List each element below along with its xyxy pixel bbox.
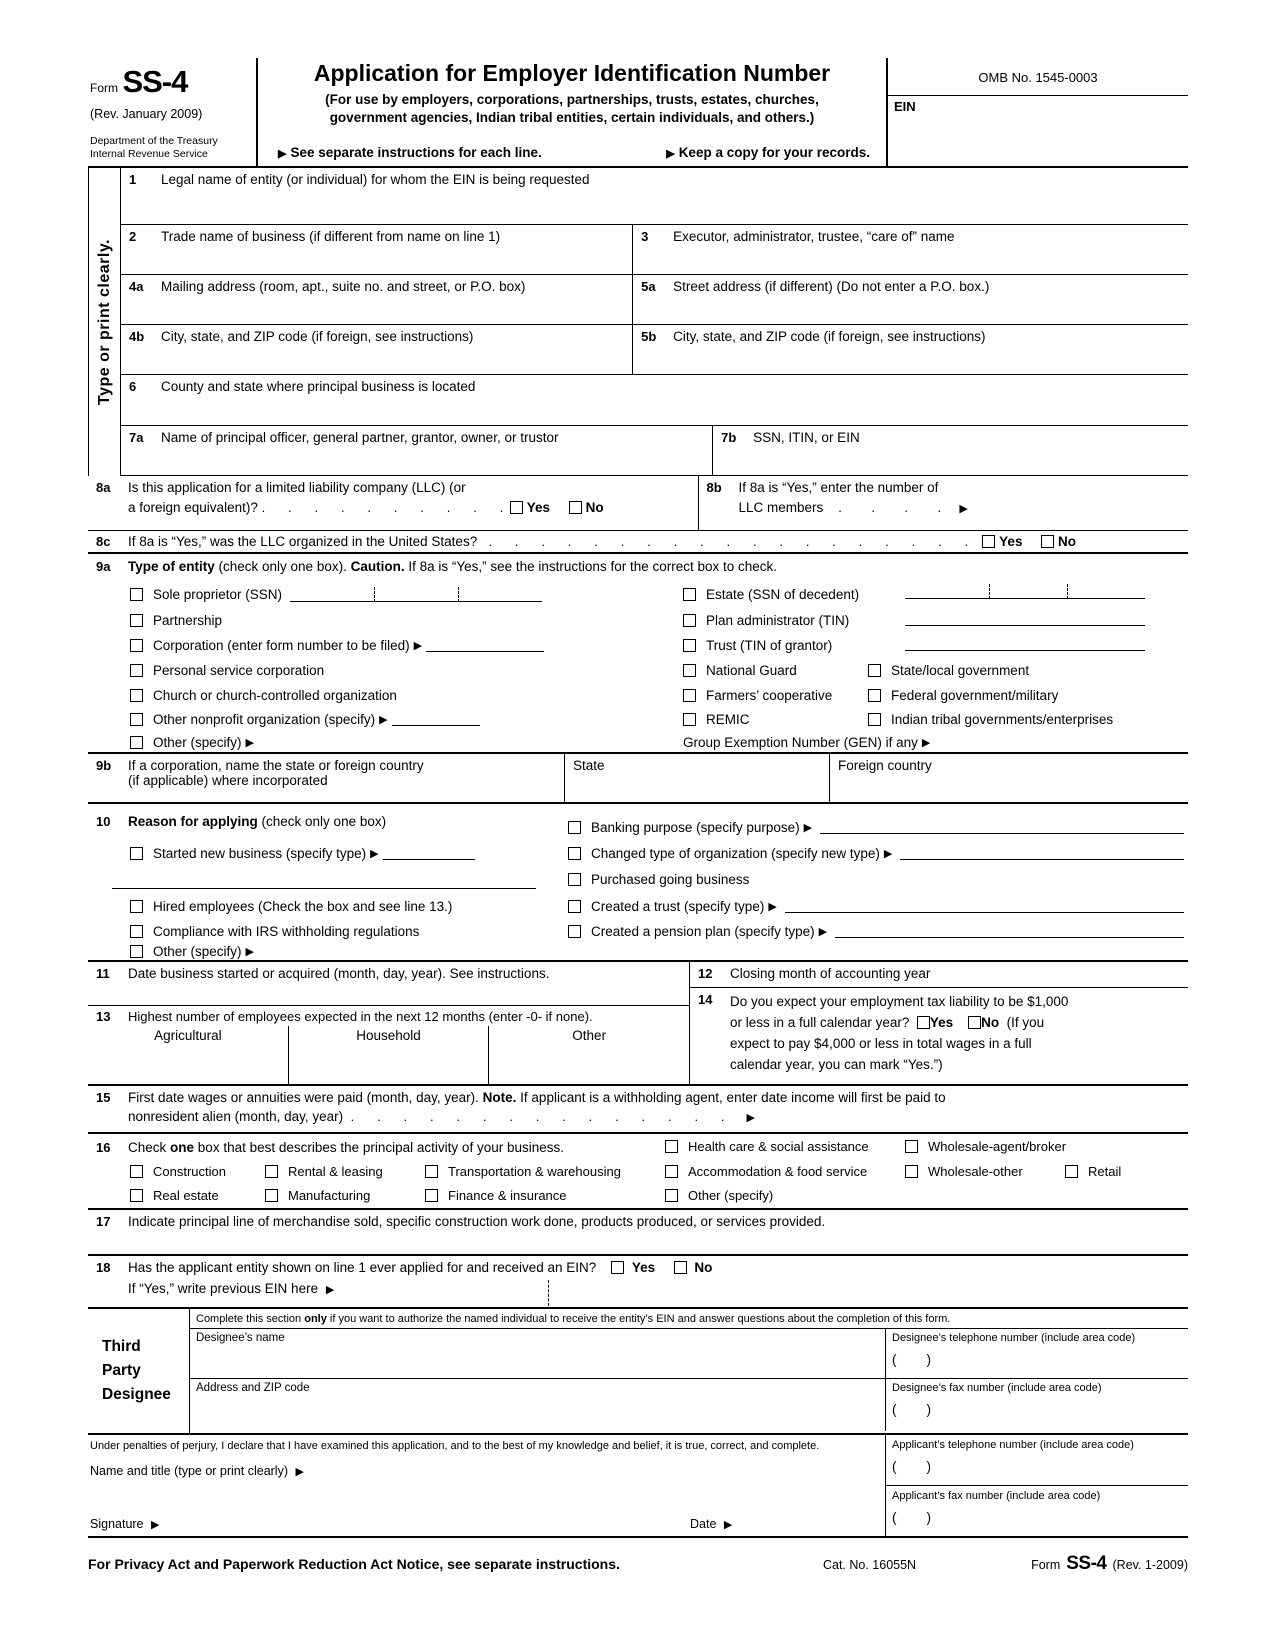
applicant-phone-field[interactable]: Applicant’s telephone number (include area code) ( )	[886, 1435, 1188, 1486]
omb-ein-block	[888, 58, 1188, 166]
partnership-checkbox[interactable]	[130, 614, 143, 627]
arrow-icon: ▶	[723, 1519, 733, 1531]
agency-name: Department of the Treasury Internal Revenue Service	[90, 135, 218, 161]
line8a-field: 8a Is this application for a limited liability company (LLC) (or a foreign equivalent)? . . . . . . . . . . Yes No	[88, 476, 699, 530]
trust-checkbox[interactable]	[683, 639, 696, 652]
arrow-icon: ▶	[746, 1112, 755, 1124]
accommodation-checkbox[interactable]	[665, 1165, 678, 1178]
federal-government-checkbox[interactable]	[868, 689, 881, 702]
entity-option-other: Other (specify) ▶	[130, 735, 258, 750]
line16-heading: Check one box that best describes the principal activity of your business.	[128, 1140, 564, 1155]
18-yes-checkbox[interactable]	[611, 1261, 624, 1274]
sole-proprietor-ssn-line[interactable]	[290, 587, 542, 602]
designee-phone-field[interactable]: Designee’s telephone number (include area code) ( )	[892, 1332, 1136, 1367]
form-id-block	[88, 58, 258, 166]
line13-household-field[interactable]: Household	[289, 1026, 490, 1084]
arrow-icon: ▶	[245, 737, 254, 749]
designee-instructions: Complete this section only if you want to authorize the named individual to receive the entity’s EIN and answer questions about the completion of this form.	[190, 1309, 1188, 1329]
activity-retail: Retail	[1065, 1164, 1121, 1179]
transportation-checkbox[interactable]	[425, 1165, 438, 1178]
arrow-icon: ▶	[413, 640, 423, 652]
line12-field[interactable]: 12 Closing month of accounting year	[690, 962, 1188, 988]
line13-agricultural-field[interactable]: Agricultural	[88, 1026, 289, 1084]
form-header	[88, 58, 1188, 166]
line5b-field[interactable]: 5b City, state, and ZIP code (if foreign, see instructions)	[641, 329, 986, 344]
8a-yes-checkbox[interactable]	[510, 501, 523, 514]
health-care-checkbox[interactable]	[665, 1140, 678, 1153]
line3-field[interactable]: 3 Executor, administrator, trustee, “care of” name	[641, 229, 955, 244]
started-new-business-continuation-line[interactable]	[112, 888, 536, 889]
line14-field: 14 Do you expect your employment tax liability to be $1,000 or less in a full calendar year? Yes No (If you expect to pay $4,000 or less in total wages in a full calendar year, you can mark “Yes.”)	[698, 992, 1069, 1072]
line16-row: 16 Check one box that best describes the principal activity of your business. Health care & social assistance Wholesale-agent/broker Construction Rental & leasing Transportation & warehousing Accommodation & food service Wholesale-other Retail Real estate Manufacturing Finance & insurance Other (specify)	[88, 1134, 1188, 1210]
line13-field: 13 Highest number of employees expected in the next 12 months (enter -0- if none). Agricultural Household Other	[88, 1006, 689, 1084]
reason-banking-purpose: Banking purpose (specify purpose) ▶	[568, 820, 1184, 835]
activity-manufacturing: Manufacturing	[265, 1188, 370, 1203]
entity-option-national-guard: National Guard	[683, 663, 797, 678]
banking-purpose-specify-line[interactable]	[820, 821, 1184, 834]
line9b-label-cell: 9b If a corporation, name the state or foreign country (if applicable) where incorporated	[88, 754, 565, 802]
finance-insurance-checkbox[interactable]	[425, 1189, 438, 1202]
construction-checkbox[interactable]	[130, 1165, 143, 1178]
line9b-foreign-country-field[interactable]: Foreign country	[838, 758, 932, 773]
activity-health-care: Health care & social assistance	[665, 1139, 869, 1154]
other-entity-checkbox[interactable]	[130, 736, 143, 749]
entity-option-remic: REMIC	[683, 712, 750, 727]
type-or-print-label: Type or print clearly.	[95, 238, 113, 406]
national-guard-checkbox[interactable]	[683, 664, 696, 677]
line10-heading: Reason for applying (check only one box)	[128, 814, 387, 829]
created-pension-plan-checkbox[interactable]	[568, 925, 581, 938]
previous-ein-separator[interactable]	[548, 1280, 549, 1306]
designee-name-field[interactable]: Designee’s name	[190, 1329, 886, 1378]
line7a-field[interactable]: 7a Name of principal officer, general partner, grantor, owner, or trustor	[121, 426, 713, 475]
reason-created-pension-plan: Created a pension plan (specify type) ▶	[568, 924, 1184, 939]
entity-option-church: Church or church-controlled organization	[130, 688, 397, 703]
page-footer	[88, 1553, 1188, 1575]
line8c-row: 8c If 8a is “Yes,” was the LLC organized in the United States? . . . . . . . . . . . . . . . . . . . Yes No	[88, 531, 1188, 554]
church-checkbox[interactable]	[130, 689, 143, 702]
rental-leasing-checkbox[interactable]	[265, 1165, 278, 1178]
omb-number: OMB No. 1545-0003	[888, 58, 1188, 96]
ein-field[interactable]: EIN	[894, 99, 916, 114]
created-trust-specify-line[interactable]	[785, 900, 1184, 913]
arrow-icon: ▶	[379, 714, 388, 726]
18-no-checkbox[interactable]	[674, 1261, 687, 1274]
arrow-icon: ▶	[803, 822, 813, 834]
arrow-icon: ▶	[325, 1284, 335, 1296]
privacy-notice: For Privacy Act and Paperwork Reduction Act Notice, see separate instructions.	[88, 1556, 620, 1572]
line9b-state-field[interactable]: State	[565, 754, 830, 802]
activity-wholesale-agent: Wholesale-agent/broker	[905, 1139, 1066, 1154]
personal-service-checkbox[interactable]	[130, 664, 143, 677]
retail-checkbox[interactable]	[1065, 1165, 1078, 1178]
type-or-print-band	[88, 168, 121, 476]
form-title-block	[258, 58, 888, 166]
8c-yes-checkbox[interactable]	[982, 535, 995, 548]
line17-field[interactable]: 17 Indicate principal line of merchandise sold, specific construction work done, products produced, or services provided.	[88, 1210, 1188, 1256]
group-exemption-number: Group Exemption Number (GEN) if any ▶	[683, 735, 934, 750]
estate-ssn-line[interactable]	[905, 584, 1145, 599]
third-party-designee-section	[88, 1309, 1188, 1435]
designee-fax-field[interactable]: Designee’s fax number (include area code) ( )	[892, 1382, 1102, 1417]
indian-tribal-checkbox[interactable]	[868, 713, 881, 726]
arrow-icon: ▶	[921, 737, 931, 749]
arrow-icon: ▶	[278, 148, 287, 160]
arrow-icon: ▶	[818, 926, 828, 938]
activity-construction: Construction	[130, 1164, 226, 1179]
line4a-field[interactable]: 4a Mailing address (room, apt., suite no. and street, or P.O. box)	[121, 275, 633, 324]
reason-other-checkbox[interactable]	[130, 945, 143, 958]
entity-option-partnership: Partnership	[130, 613, 222, 628]
form-title: Application for Employer Identification Number	[313, 60, 831, 86]
line11-14-block	[88, 962, 1188, 1086]
activity-accommodation: Accommodation & food service	[665, 1164, 867, 1179]
arrow-icon: ▶	[666, 148, 675, 160]
plan-administrator-tin-line[interactable]	[905, 625, 1145, 626]
reason-purchased-business: Purchased going business	[568, 872, 1184, 887]
activity-wholesale-other: Wholesale-other	[905, 1164, 1023, 1179]
banking-purpose-checkbox[interactable]	[568, 821, 581, 834]
line9b-row	[88, 754, 1188, 804]
entity-option-trust: Trust (TIN of grantor)	[683, 638, 832, 653]
date-field[interactable]: Date ▶	[690, 1517, 736, 1531]
started-new-business-specify-line[interactable]	[383, 847, 475, 860]
entity-option-state-local-government: State/local government	[868, 663, 1029, 678]
wholesale-other-checkbox[interactable]	[905, 1165, 918, 1178]
changed-organization-specify-line[interactable]	[900, 847, 1184, 860]
designee-address-field[interactable]: Address and ZIP code	[190, 1379, 886, 1431]
perjury-statement: Under penalties of perjury, I declare that I have examined this application, and to the best of my knowledge and belief, it is true, correct, and complete.	[90, 1440, 820, 1452]
estate-checkbox[interactable]	[683, 588, 696, 601]
catalog-number: Cat. No. 16055N	[822, 1558, 917, 1572]
form-number: SS-4	[122, 64, 188, 99]
third-party-designee-label: Third Party Designee	[88, 1309, 190, 1433]
signature-field[interactable]: Signature ▶	[90, 1517, 163, 1531]
real-estate-checkbox[interactable]	[130, 1189, 143, 1202]
activity-transportation: Transportation & warehousing	[425, 1164, 621, 1179]
entity-option-plan-administrator: Plan administrator (TIN)	[683, 613, 849, 628]
corporation-form-number-line[interactable]	[426, 639, 544, 652]
entity-option-federal-government: Federal government/military	[868, 688, 1058, 703]
reason-changed-organization: Changed type of organization (specify new type) ▶	[568, 846, 1184, 861]
activity-rental-leasing: Rental & leasing	[265, 1164, 383, 1179]
other-nonprofit-checkbox[interactable]	[130, 713, 143, 726]
hired-employees-checkbox[interactable]	[130, 900, 143, 913]
corporation-checkbox[interactable]	[130, 639, 143, 652]
14-yes-checkbox[interactable]	[917, 1016, 930, 1029]
arrow-icon: ▶	[883, 848, 893, 860]
signature-section	[88, 1435, 1188, 1538]
reason-other: Other (specify) ▶	[130, 944, 258, 959]
line5a-field[interactable]: 5a Street address (if different) (Do not enter a P.O. box.)	[641, 279, 990, 294]
arrow-icon: ▶	[959, 503, 968, 515]
arrow-icon: ▶	[151, 1519, 160, 1531]
line8b-field[interactable]: 8b If 8a is “Yes,” enter the number of LLC members . . . . ▶	[699, 476, 1189, 530]
reason-started-new-business: Started new business (specify type) ▶	[130, 846, 475, 861]
activity-other: Other (specify)	[665, 1188, 773, 1203]
reason-hired-employees: Hired employees (Check the box and see line 13.)	[130, 899, 452, 914]
arrow-icon: ▶	[768, 901, 777, 913]
sole-proprietor-checkbox[interactable]	[130, 588, 143, 601]
arrow-icon: ▶	[295, 1466, 304, 1478]
line15-row: 15 First date wages or annuities were paid (month, day, year). Note. If applicant is a withholding agent, enter date income will first be paid to nonresident alien (month, day, year) . . . . . . . . . . . . . . . ▶	[88, 1086, 1188, 1134]
8c-no-checkbox[interactable]	[1041, 535, 1054, 548]
line1-field[interactable]: 1 Legal name of entity (or individual) for whom the EIN is being requested	[129, 172, 590, 187]
other-nonprofit-specify-line[interactable]	[392, 713, 480, 726]
name-and-title-field[interactable]: Name and title (type or print clearly) ▶	[90, 1464, 877, 1478]
line2-field[interactable]: 2 Trade name of business (if different from name on line 1)	[121, 225, 633, 274]
created-trust-checkbox[interactable]	[568, 900, 581, 913]
form-instructions: ▶ See separate instructions for each line. ▶ Keep a copy for your records.	[270, 145, 874, 166]
line10-row: 10 Reason for applying (check only one box) Started new business (specify type) ▶ Hired employees (Check the box and see line 13.) Compliance with IRS withholding regulations Other (specify) ▶ Banking purpose (specify purpose) ▶ Changed type of organization (specify new type) ▶ Purchased going business Created a trust (specify type) ▶ Created a pension plan (specify type) ▶	[88, 804, 1188, 962]
line9a-row: 9a Type of entity (check only one box). Caution. If 8a is “Yes,” see the instructions for the correct box to check. Sole proprietor (SSN) Partnership Corporation (enter form number to be filed) ▶ Personal service corporation Church or church-controlled organization Other nonprofit organization (specify) ▶ Other (specify) ▶ Estate (SSN of decedent) Plan administrator (TIN) Trust (TIN of grantor) National Guard State/local government Farmers’ cooperative Federal government/military REMIC Indian tribal governments/enterprises Group Exemption Number (GEN) if any ▶	[88, 554, 1188, 754]
line8-row	[88, 476, 1188, 531]
activity-finance-insurance: Finance & insurance	[425, 1188, 567, 1203]
8a-no-checkbox[interactable]	[569, 501, 582, 514]
purchased-business-checkbox[interactable]	[568, 873, 581, 886]
line18-row: 18 Has the applicant entity shown on line 1 ever applied for and received an EIN? Yes No If “Yes,” write previous EIN here ▶	[88, 1256, 1188, 1309]
manufacturing-checkbox[interactable]	[265, 1189, 278, 1202]
trust-tin-line[interactable]	[905, 650, 1145, 651]
entity-option-indian-tribal: Indian tribal governments/enterprises	[868, 712, 1113, 727]
entity-option-corporation: Corporation (enter form number to be filed) ▶	[130, 638, 544, 653]
entity-option-other-nonprofit: Other nonprofit organization (specify) ▶	[130, 712, 480, 727]
started-new-business-checkbox[interactable]	[130, 847, 143, 860]
form-subtitle: (For use by employers, corporations, partnerships, trusts, estates, churches, government agencies, Indian tribal entities, certain individuals, and others.)	[325, 92, 819, 125]
line13-other-field[interactable]: Other	[572, 1028, 607, 1043]
line7b-field[interactable]: 7b SSN, ITIN, or EIN	[721, 430, 860, 445]
changed-organization-checkbox[interactable]	[568, 847, 581, 860]
14-no-checkbox[interactable]	[968, 1016, 981, 1029]
revision-date: (Rev. January 2009)	[90, 107, 203, 121]
state-local-government-checkbox[interactable]	[868, 664, 881, 677]
entity-option-estate: Estate (SSN of decedent)	[683, 587, 859, 602]
activity-real-estate: Real estate	[130, 1188, 219, 1203]
activity-other-checkbox[interactable]	[665, 1189, 678, 1202]
applicant-fax-field[interactable]: Applicant’s fax number (include area code) ( )	[892, 1490, 1101, 1525]
line6-field[interactable]: 6 County and state where principal business is located	[129, 379, 476, 394]
farmers-cooperative-checkbox[interactable]	[683, 689, 696, 702]
wholesale-agent-checkbox[interactable]	[905, 1140, 918, 1153]
arrow-icon: ▶	[245, 946, 254, 958]
line4b-field[interactable]: 4b City, state, and ZIP code (if foreign, see instructions)	[121, 325, 633, 374]
form-word: Form	[90, 81, 118, 95]
reason-compliance: Compliance with IRS withholding regulations	[130, 924, 419, 939]
entity-option-farmers-cooperative: Farmers’ cooperative	[683, 688, 832, 703]
footer-form-id: Form SS-4 (Rev. 1-2009)	[1031, 1553, 1188, 1574]
created-pension-plan-specify-line[interactable]	[835, 925, 1184, 938]
reason-created-trust: Created a trust (specify type) ▶	[568, 899, 1184, 914]
arrow-icon: ▶	[370, 848, 379, 860]
entity-option-sole-proprietor: Sole proprietor (SSN)	[130, 587, 542, 602]
line11-field[interactable]: 11 Date business started or acquired (month, day, year). See instructions.	[88, 962, 689, 1006]
remic-checkbox[interactable]	[683, 713, 696, 726]
plan-administrator-checkbox[interactable]	[683, 614, 696, 627]
compliance-checkbox[interactable]	[130, 925, 143, 938]
entity-option-personal-service: Personal service corporation	[130, 663, 324, 678]
